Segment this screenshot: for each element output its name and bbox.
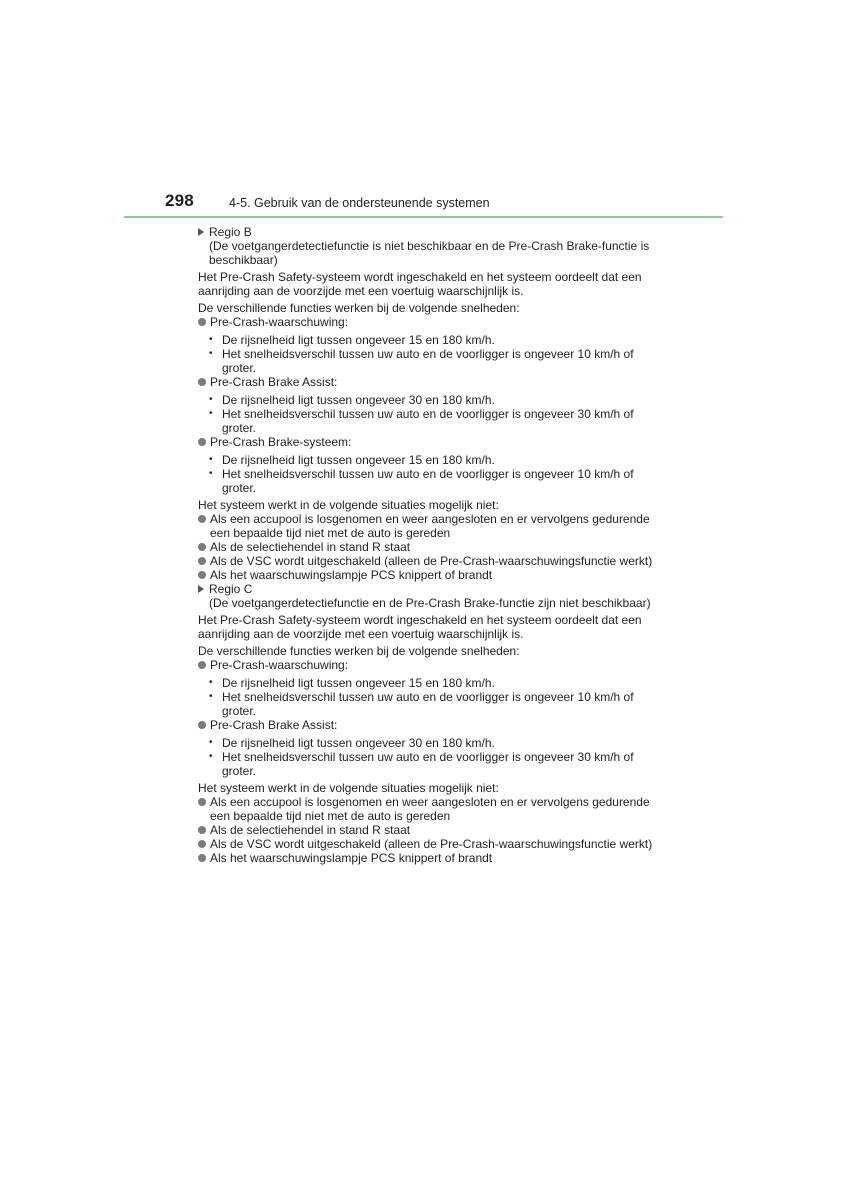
condition-text: Het snelheidsverschil tussen uw auto en de voorligger is ongeveer 10 km/h of groter. <box>222 467 634 495</box>
condition-text: De rijsnelheid ligt tussen ongeveer 30 en 180 km/h. <box>222 736 495 750</box>
bullet-dot-icon <box>198 798 206 806</box>
region-c-heading-text: Regio C <box>209 582 253 596</box>
function-conditions <box>198 393 660 435</box>
limitation-item <box>198 512 660 540</box>
function-label: Pre-Crash Brake-systeem: <box>210 435 352 449</box>
small-bullet-icon: • <box>209 394 213 405</box>
header-rule <box>124 216 723 218</box>
function-label: Pre-Crash-waarschuwing: <box>210 658 349 672</box>
condition-text: Het snelheidsverschil tussen uw auto en de voorligger is ongeveer 30 km/h of groter. <box>222 407 634 435</box>
function-conditions <box>198 736 660 778</box>
small-bullet-icon: • <box>209 348 213 359</box>
condition-text: Het snelheidsverschil tussen uw auto en de voorligger is ongeveer 10 km/h of groter. <box>222 347 634 375</box>
function-item <box>198 315 660 329</box>
bullet-dot-icon <box>198 571 206 579</box>
triangle-marker-icon <box>198 585 204 593</box>
condition-item <box>198 676 660 690</box>
bullet-dot-icon <box>198 557 206 565</box>
bullet-dot-icon <box>198 543 206 551</box>
limitation-item <box>198 823 660 837</box>
region-b-heading <box>198 225 660 239</box>
bullet-dot-icon <box>198 840 206 848</box>
condition-text: Het snelheidsverschil tussen uw auto en de voorligger is ongeveer 30 km/h of groter. <box>222 750 634 778</box>
bullet-dot-icon <box>198 854 206 862</box>
small-bullet-icon: • <box>209 677 213 688</box>
limitation-text: Als de VSC wordt uitgeschakeld (alleen de Pre-Crash-waarschuwingsfunctie werkt) <box>210 554 653 568</box>
small-bullet-icon: • <box>209 454 213 465</box>
condition-text: De rijsnelheid ligt tussen ongeveer 15 en 180 km/h. <box>222 453 495 467</box>
condition-item <box>198 453 660 467</box>
condition-item <box>198 393 660 407</box>
limitation-text: Als de selectiehendel in stand R staat <box>210 823 411 837</box>
condition-item <box>198 347 660 375</box>
region-c-limitations-intro: Het systeem werkt in de volgende situaties mogelijk niet: <box>198 781 499 795</box>
function-label: Pre-Crash Brake Assist: <box>210 718 338 732</box>
bullet-dot-icon <box>198 721 206 729</box>
limitation-item <box>198 851 660 865</box>
region-c-intro: Het Pre-Crash Safety-systeem wordt ingeschakeld en het systeem oordeelt dat een aanrijding aan de voorzijde met een voertuig waarschijnlijk is. <box>198 613 642 641</box>
condition-text: De rijsnelheid ligt tussen ongeveer 30 en 180 km/h. <box>222 393 495 407</box>
limitation-item <box>198 554 660 568</box>
function-label: Pre-Crash-waarschuwing: <box>210 315 349 329</box>
condition-text: Het snelheidsverschil tussen uw auto en de voorligger is ongeveer 10 km/h of groter. <box>222 690 634 718</box>
limitation-text: Als de selectiehendel in stand R staat <box>210 540 411 554</box>
small-bullet-icon: • <box>209 408 213 419</box>
function-conditions <box>198 333 660 375</box>
function-item <box>198 658 660 672</box>
condition-text: De rijsnelheid ligt tussen ongeveer 15 en 180 km/h. <box>222 676 495 690</box>
function-conditions <box>198 453 660 495</box>
function-item <box>198 718 660 732</box>
limitation-text: Als een accupool is losgenomen en weer aangesloten en er vervolgens gedurende een bepaalde tijd niet met de auto is gereden <box>210 795 650 823</box>
function-conditions <box>198 676 660 718</box>
condition-item <box>198 407 660 435</box>
small-bullet-icon: • <box>209 334 213 345</box>
region-b-intro: Het Pre-Crash Safety-systeem wordt ingeschakeld en het systeem oordeelt dat een aanrijding aan de voorzijde met een voertuig waarschijnlijk is. <box>198 270 642 298</box>
function-item <box>198 375 660 389</box>
triangle-marker-icon <box>198 228 204 236</box>
small-bullet-icon: • <box>209 691 213 702</box>
limitation-text: Als een accupool is losgenomen en weer aangesloten en er vervolgens gedurende een bepaalde tijd niet met de auto is gereden <box>210 512 650 540</box>
limitation-text: Als het waarschuwingslampje PCS knippert of brandt <box>210 568 493 582</box>
region-b-note: (De voetgangerdetectiefunctie is niet beschikbaar en de Pre-Crash Brake-functie is beschikbaar) <box>209 239 650 267</box>
bullet-dot-icon <box>198 661 206 669</box>
bullet-dot-icon <box>198 826 206 834</box>
region-b-speeds-intro: De verschillende functies werken bij de volgende snelheden: <box>198 301 520 315</box>
page-number: 298 <box>165 191 194 210</box>
region-b-heading-text: Regio B <box>209 225 252 239</box>
region-b-limitations-intro: Het systeem werkt in de volgende situaties mogelijk niet: <box>198 498 499 512</box>
bullet-dot-icon <box>198 378 206 386</box>
function-item <box>198 435 660 449</box>
limitation-item <box>198 540 660 554</box>
small-bullet-icon: • <box>209 737 213 748</box>
function-label: Pre-Crash Brake Assist: <box>210 375 338 389</box>
section-title: 4-5. Gebruik van de ondersteunende systemen <box>229 196 490 210</box>
page-content <box>198 225 660 865</box>
condition-text: De rijsnelheid ligt tussen ongeveer 15 en 180 km/h. <box>222 333 495 347</box>
limitation-text: Als de VSC wordt uitgeschakeld (alleen de Pre-Crash-waarschuwingsfunctie werkt) <box>210 837 653 851</box>
limitation-item <box>198 837 660 851</box>
bullet-dot-icon <box>198 515 206 523</box>
limitation-item <box>198 568 660 582</box>
small-bullet-icon: • <box>209 468 213 479</box>
bullet-dot-icon <box>198 318 206 326</box>
region-c-note: (De voetgangerdetectiefunctie en de Pre-Crash Brake-functie zijn niet beschikbaar) <box>209 596 651 610</box>
condition-item <box>198 333 660 347</box>
condition-item <box>198 736 660 750</box>
condition-item <box>198 467 660 495</box>
condition-item <box>198 690 660 718</box>
limitation-text: Als het waarschuwingslampje PCS knippert of brandt <box>210 851 493 865</box>
condition-item <box>198 750 660 778</box>
small-bullet-icon: • <box>209 751 213 762</box>
region-c-heading <box>198 582 660 596</box>
bullet-dot-icon <box>198 438 206 446</box>
region-c-speeds-intro: De verschillende functies werken bij de volgende snelheden: <box>198 644 520 658</box>
limitation-item <box>198 795 660 823</box>
